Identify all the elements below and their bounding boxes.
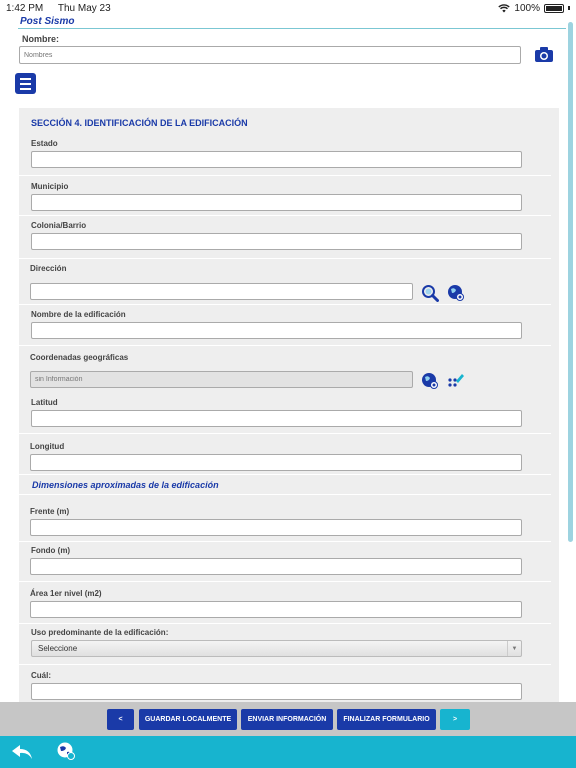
- area-field[interactable]: [30, 601, 522, 618]
- footer-actions: [0, 702, 576, 736]
- camera-icon[interactable]: [534, 46, 554, 63]
- cual-label: Cuál:: [31, 671, 51, 680]
- status-right: [498, 3, 570, 14]
- world-icon[interactable]: [56, 741, 76, 761]
- menu-icon-line: [20, 83, 31, 85]
- fondo-label: Fondo (m): [31, 546, 71, 555]
- dimensiones-title: Dimensiones aproximadas de la edificación: [32, 480, 219, 490]
- coordenadas-label: Coordenadas geográficas: [30, 353, 129, 362]
- section-title: SECCIÓN 4. IDENTIFICACIÓN DE LA EDIFICACIÓN: [31, 118, 248, 128]
- latitud-label: Latitud: [31, 398, 58, 407]
- uso-label: Uso predominante de la edificación:: [31, 628, 169, 637]
- section-panel: [19, 108, 559, 702]
- estado-field[interactable]: [31, 151, 522, 168]
- guardar-localmente-button[interactable]: GUARDAR LOCALMENTE: [139, 709, 237, 730]
- colonia-label: Colonia/Barrio: [31, 221, 87, 230]
- nombre-input[interactable]: [19, 46, 521, 64]
- status-left: [6, 3, 123, 14]
- globe-icon[interactable]: [421, 372, 439, 390]
- nombre-edificacion-field[interactable]: [31, 322, 522, 339]
- menu-icon-line: [20, 78, 31, 80]
- divider: [19, 215, 551, 216]
- status-bar: [0, 0, 576, 16]
- menu-icon-line: [20, 88, 31, 90]
- title-divider: [18, 28, 566, 29]
- battery-percent: 100%: [514, 2, 540, 14]
- divider: [19, 474, 551, 475]
- municipio-label: Municipio: [31, 182, 69, 191]
- nombre-label: Nombre:: [22, 34, 60, 44]
- area-label: Área 1er nivel (m2): [30, 589, 102, 598]
- nombre-edificacion-label: Nombre de la edificación: [31, 310, 126, 319]
- municipio-field[interactable]: [31, 194, 522, 211]
- divider: [19, 304, 551, 305]
- battery-tip: [568, 6, 570, 10]
- uso-select[interactable]: [31, 640, 522, 657]
- points-icon[interactable]: [447, 371, 465, 389]
- chevron-down-icon: ▼: [507, 641, 521, 656]
- longitud-field[interactable]: [30, 454, 522, 471]
- estado-label: Estado: [31, 139, 58, 148]
- divider: [19, 541, 551, 542]
- divider: [19, 581, 551, 582]
- globe-icon[interactable]: [447, 284, 465, 302]
- fondo-field[interactable]: [30, 558, 522, 575]
- divider: [19, 664, 551, 665]
- divider: [19, 433, 551, 434]
- enviar-informacion-button[interactable]: ENVIAR INFORMACIÓN: [241, 709, 333, 730]
- frente-label: Frente (m): [30, 507, 70, 516]
- divider: [19, 258, 551, 259]
- frente-field[interactable]: [30, 519, 522, 536]
- direccion-field[interactable]: [30, 283, 413, 300]
- status-date: Thu May 23: [57, 2, 111, 14]
- divider: [19, 345, 551, 346]
- colonia-field[interactable]: [31, 233, 522, 250]
- app-title: Post Sismo: [20, 16, 75, 27]
- status-time: 1:42 PM: [6, 2, 44, 14]
- menu-button[interactable]: [15, 73, 36, 94]
- back-arrow-icon[interactable]: [10, 743, 34, 761]
- finalizar-formulario-button[interactable]: FINALIZAR FORMULARIO: [337, 709, 436, 730]
- cual-field[interactable]: [31, 683, 522, 700]
- scrollbar[interactable]: [568, 22, 573, 542]
- bottom-bar: [0, 736, 576, 768]
- prev-button[interactable]: <: [107, 709, 134, 730]
- uso-select-value: Seleccione: [38, 644, 78, 653]
- divider: [19, 175, 551, 176]
- divider: [19, 623, 551, 624]
- longitud-label: Longitud: [30, 442, 65, 451]
- direccion-label: Dirección: [30, 264, 67, 273]
- next-button[interactable]: >: [440, 709, 470, 730]
- divider: [19, 494, 551, 495]
- coordenadas-field: [30, 371, 413, 388]
- latitud-field[interactable]: [31, 410, 522, 427]
- magnifier-icon[interactable]: [421, 284, 439, 302]
- battery-icon: [544, 4, 564, 13]
- wifi-icon: [498, 4, 510, 13]
